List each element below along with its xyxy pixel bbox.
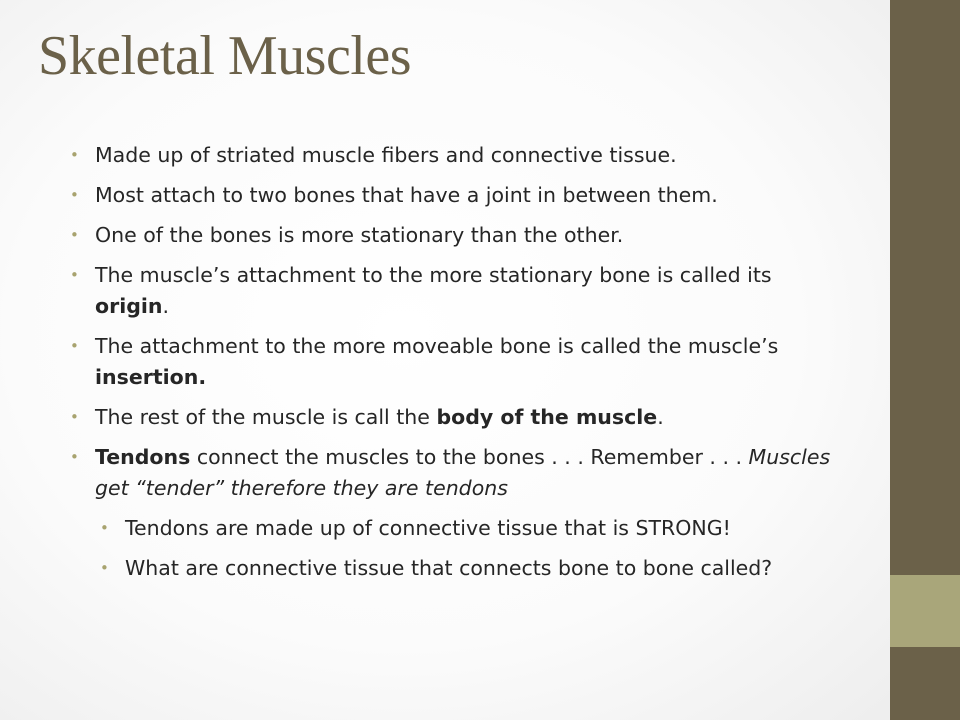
bullet-text: connect the muscles to the bones . . . Remember . . . [190, 445, 749, 469]
bullet-text: One of the bones is more stationary than the other. [95, 223, 624, 247]
bullet-list-container [70, 140, 850, 593]
bullet-item [70, 331, 850, 393]
slide-title: Skeletal Muscles [38, 25, 412, 87]
bullet-text: What are connective tissue that connects bone to bone called? [125, 556, 773, 580]
bullet-text: The rest of the muscle is call the [95, 405, 437, 429]
bullet-icon: • [100, 519, 109, 537]
bullet-item [70, 180, 850, 211]
bullet-text: Made up of striated muscle fibers and connective tissue. [95, 143, 677, 167]
bullet-icon: • [70, 146, 79, 164]
bullet-icon: • [70, 337, 79, 355]
term-body-of-muscle: body of the muscle [436, 405, 658, 429]
bullet-icon: • [70, 186, 79, 204]
decorative-sidebar-band [890, 575, 960, 647]
bullet-icon: • [100, 559, 109, 577]
bullet-text: The muscle’s attachment to the more stationary bone is called its [95, 263, 772, 287]
bullet-text: . [657, 405, 664, 429]
bullet-text: The attachment to the more moveable bone is called the muscle’s [95, 334, 779, 358]
sub-bullet-item [100, 553, 850, 584]
bullet-icon: • [70, 408, 79, 426]
bullet-icon: • [70, 226, 79, 244]
bullet-text: Tendons are made up of connective tissue that is STRONG! [125, 516, 731, 540]
term-insertion: insertion. [95, 365, 207, 389]
bullet-item [70, 402, 850, 433]
bullet-item [70, 220, 850, 251]
term-origin: origin [95, 294, 163, 318]
bullet-item [70, 260, 850, 322]
mnemonic-text: Muscles get “tender” therefore they are tendons [95, 445, 831, 500]
bullet-item [70, 442, 850, 504]
sub-bullet-item [100, 513, 850, 544]
bullet-text: Most attach to two bones that have a joint in between them. [95, 183, 718, 207]
bullet-icon: • [70, 266, 79, 284]
bullet-list [70, 140, 850, 584]
bullet-icon: • [70, 448, 79, 466]
bullet-text: . [162, 294, 170, 318]
term-tendons: Tendons [95, 445, 191, 469]
bullet-item [70, 140, 850, 171]
